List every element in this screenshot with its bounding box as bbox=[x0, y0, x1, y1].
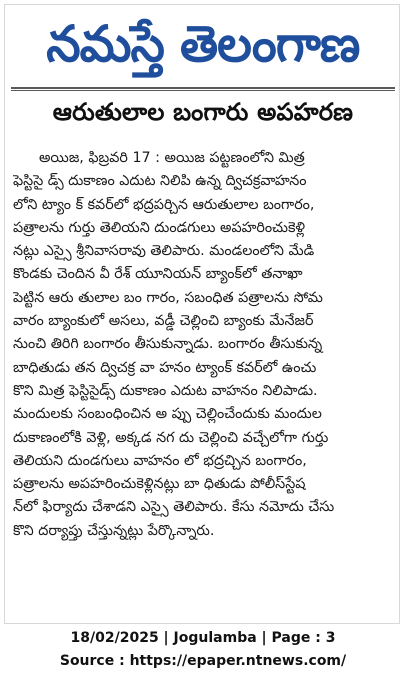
masthead-divider-thin bbox=[11, 90, 395, 91]
article-line: వారం బ్యాంకులో అసలు, వడ్డీ చెల్లించి బ్యాంకు మేనేజర్ bbox=[13, 313, 314, 330]
article-line: న్‌లో ఫిర్యాదు చేశాడని ఎస్సై తెలిపారు. కేసు నమోదు చేసు bbox=[13, 499, 335, 516]
masthead-title: నమస్తే తెలంగాణ bbox=[46, 15, 360, 73]
article-line: కొని మిత్ర ఫెస్టిసైడ్స్ దుకాణం ఎదుట వాహనం నిలిపాడు. bbox=[13, 382, 318, 399]
masthead-divider bbox=[11, 87, 395, 89]
headline-text: ఆరుతులాల బంగారు అపహరణ bbox=[52, 98, 354, 126]
article-line: కొండకు చెందిన వీ రేశ్ యూనియన్ బ్యాంక్‌లో తనాఖా bbox=[13, 266, 303, 283]
article-line: మందులకు సంబంధించిన అ ప్పు చెల్లించేందుకు మందుల bbox=[13, 406, 322, 423]
article-line: నట్లు ఎస్సై శ్రీనివాసరావు తెలిపారు. మండలంలోని మేడి bbox=[13, 243, 315, 260]
newspaper-clipping bbox=[4, 4, 400, 624]
article-line: పెట్టిన ఆరు తులాల బం గారం, సబంధిత పత్రాలను సోమ bbox=[13, 289, 323, 306]
article-line: తెలియని దుండగులు వాహనం లో భద్రచ్చిన బంగారం, bbox=[13, 452, 307, 469]
article-line: నుంచి తిరిగి బంగారం తీసుకున్నాడు. బంగారం తీసుకున్న bbox=[13, 336, 323, 353]
article-line: లోని ట్యాం క్ కవర్‌లో భద్రపర్చిన ఆరుతులాల బంగారం, bbox=[13, 196, 315, 213]
article-line: ఫెస్టిసై డ్స్ దుకాణం ఎదుట నిలిపి ఉన్న ద్విచక్రవాహనం bbox=[13, 173, 307, 190]
article-line: బాధితుడు తన ద్విచక్ర వా హనం ట్యాంక్ కవర్‌లో ఉంచు bbox=[13, 359, 317, 376]
article-line: పత్రాలను అపహరించుకెళ్లినట్లు బా ధితుడు పోలీస్‌స్టేష bbox=[13, 476, 306, 493]
masthead bbox=[5, 5, 401, 83]
article-line: అయిజ, ఫిబ్రవరి 17 : అయిజ పట్టణంలోని మిత్ర bbox=[39, 150, 305, 166]
article-line: పత్రాలను గుర్తు తెలియని దుండగులు అపహరించుకెళ్లి bbox=[13, 219, 306, 236]
article-body bbox=[13, 147, 395, 543]
footer-source: Source : https://epaper.ntnews.com/ bbox=[59, 653, 347, 669]
article-line: దుకాణంలోకి వెళ్లి, అక్కడ నగ దు చెల్లించి వచ్చేలోగా గుర్తు bbox=[13, 429, 329, 446]
footer-edition-info: 18/02/2025 | Jogulamba | Page : 3 bbox=[70, 630, 336, 646]
article-line: కొని దర్యాప్తు చేస్తున్నట్లు పేర్కొన్నారు. bbox=[13, 522, 215, 539]
headline bbox=[5, 93, 401, 137]
